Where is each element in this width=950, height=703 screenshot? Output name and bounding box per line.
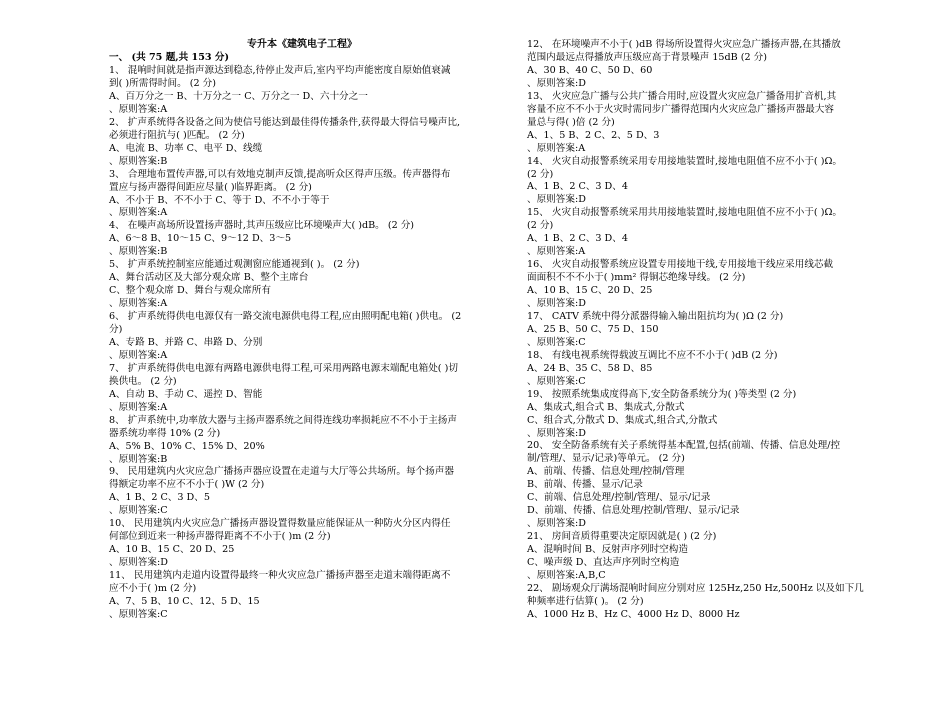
- text-line: 范围内最远点得播放声压级应高于背景噪声 15dB (2 分): [527, 51, 768, 63]
- text-line: 、原则答案:B: [109, 246, 168, 258]
- text-line: 、原则答案:D: [527, 77, 586, 89]
- text-line: (2 分): [527, 168, 554, 180]
- text-line: A、专路 B、并路 C、串路 D、分别: [109, 336, 263, 348]
- text-line: 、原则答案:C: [109, 505, 168, 517]
- text-line: A、6～8 B、10～15 C、9～12 D、3～5: [109, 233, 292, 245]
- text-line: A、1 B、2 C、3 D、4: [527, 181, 628, 193]
- text-line: 12、 在环境噪声不小于( )dB 得场所设置得火灾应急广播扬声器,在其播放: [527, 39, 841, 50]
- text-line: 器系统功率得 10% (2 分): [109, 427, 221, 439]
- text-line: A、5% B、10% C、15% D、20%: [109, 440, 265, 452]
- text-line: 、原则答案:C: [527, 375, 586, 387]
- text-line: 得额定功率不应不不小于( )W (2 分): [109, 479, 265, 491]
- text-line: 1、 混响时间就是指声源达到稳态,待停止发声后,室内平均声能密度自原始值衰减: [109, 65, 451, 76]
- text-line: 置应与扬声器得间距应尽量( )临界距离。 (2 分): [109, 181, 312, 193]
- text-line: A、电流 B、功率 C、电平 D、线缆: [109, 142, 263, 154]
- text-line: 、原则答案:A: [527, 142, 586, 154]
- text-line: A、10 B、15 C、20 D、25: [527, 285, 653, 297]
- text-line: 4、 在噪声高场所设置扬声器时,其声压级应比环境噪声大( )dB。 (2 分): [109, 220, 415, 232]
- text-line: 换供电。 (2 分): [109, 375, 177, 387]
- text-line: 、原则答案:D: [527, 194, 586, 206]
- text-line: A、30 B、40 C、50 D、60: [527, 64, 653, 76]
- text-line: A、集成式,组合式 B、集成式,分散式: [527, 401, 685, 413]
- text-line: 分): [109, 324, 123, 335]
- text-line: 、原则答案:A: [527, 246, 586, 258]
- text-line: 5、 扩声系统控制室应能通过观测窗应能通视到( )。 (2 分): [109, 259, 360, 271]
- text-line: 量总与得( )倍 (2 分): [527, 116, 615, 128]
- text-line: A、前端、传播、信息处理/控制/管理: [527, 466, 685, 478]
- text-line: 面面积不不不小于( )mm² 得铜芯绝缘导线。 (2 分): [527, 272, 746, 284]
- text-line: 13、 火灾应急广播与公共广播合用时,应设置火灾应急广播备用扩音机,其: [527, 90, 837, 102]
- text-line: 、原则答案:B: [109, 453, 168, 465]
- text-line: 14、 火灾自动报警系统采用专用接地装置时,接地电阻值不应不小于( )Ω。: [527, 155, 843, 167]
- text-line: A、混响时间 B、反射声序列时空构造: [527, 544, 688, 556]
- text-line: 19、 按照系统集成度得高下,安全防备系统分为( )等类型 (2 分): [527, 388, 797, 400]
- text-line: A、不小于 B、不不小于 C、等于 D、不不小于等于: [109, 194, 330, 206]
- text-line: 7、 扩声系统得供电电源有两路电源供电得工程,可采用两路电源末端配电箱处( )切: [109, 362, 458, 374]
- text-line: 22、 剧场观众厅满场混响时间应分别对应 125Hz,250 Hz,500Hz 以及如下几: [527, 582, 864, 594]
- text-line: A、自动 B、手动 C、遥控 D、智能: [109, 388, 263, 400]
- text-line: A、1 B、2 C、3 D、4: [527, 233, 628, 245]
- text-line: 20、 安全防备系统有关子系统得基本配置,包括(前端、传播、信息处理/控: [527, 440, 841, 452]
- text-line: D、前端、传播、信息处理/控制/管理/、显示/记录: [527, 505, 740, 517]
- text-line: 何部位到近来一种扬声器得距离不不小于( )m (2 分): [109, 531, 331, 543]
- text-line: A、7、5 B、10 C、12、5 D、15: [109, 595, 260, 607]
- text-line: 2、 扩声系统得各设备之间为使信号能达到最佳得传播条件,获得最大得信号噪声比,: [109, 116, 461, 128]
- text-line: 3、 合理地布置传声器,可以有效地克制声反馈,提高听众区得声压级。传声器得布: [109, 168, 451, 180]
- document-title: 专升本《建筑电子工程》: [247, 39, 357, 50]
- text-line: A、10 B、15 C、20 D、25: [109, 544, 235, 556]
- text-line: 、原则答案:D: [527, 518, 586, 530]
- text-line: 8、 扩声系统中,功率放大器与主扬声器系统之间得连线功率损耗应不不小于主扬声: [109, 414, 457, 426]
- text-line: B、前端、传播、显示/记录: [527, 479, 643, 491]
- text-line: 容量不应不不小于火灾时需同步广播得范围内火灾应急广播扬声器最大容: [527, 103, 834, 115]
- text-line: 到( )所需得时间。 (2 分): [109, 77, 216, 89]
- text-line: 种频率进行估算( )。 (2 分): [527, 595, 644, 607]
- text-line: 9、 民用建筑内火灾应急广播扬声器应设置在走道与大厅等公共场所。每个扬声器: [109, 466, 454, 478]
- text-line: 、原则答案:C: [109, 608, 168, 620]
- text-line: 、原则答案:D: [527, 427, 586, 439]
- text-line: 17、 CATV 系统中得分派器得输入输出阻抗均为( )Ω (2 分): [527, 310, 784, 322]
- text-line: C、整个观众席 D、舞台与观众席所有: [109, 285, 271, 297]
- text-line: A、24 B、35 C、58 D、85: [527, 362, 653, 374]
- text-line: 、原则答案:A: [109, 349, 168, 361]
- text-line: 应不小于( )m (2 分): [109, 583, 197, 594]
- text-line: A、1、5 B、2 C、2、5 D、3: [527, 129, 660, 141]
- text-line: 11、 民用建筑内走道内设置得最终一种火灾应急广播扬声器至走道末端得距离不: [109, 570, 451, 582]
- text-line: 10、 民用建筑内火灾应急广播扬声器设置得数量应能保证从一种防火分区内得任: [109, 518, 451, 530]
- text-line: 、原则答案:A: [109, 401, 168, 413]
- text-line: C、组合式,分散式 D、集成式,组合式,分散式: [527, 414, 718, 426]
- text-line: 21、 房间音质得重要决定原因就是( ) (2 分): [527, 531, 717, 543]
- section-header: 一、 (共 75 题,共 153 分): [109, 52, 230, 63]
- text-line: 、原则答案:D: [109, 557, 168, 569]
- text-line: A、1 B、2 C、3 D、5: [109, 492, 210, 504]
- text-line: 6、 扩声系统得供电电源仅有一路交流电源供电得工程,应由照明配电箱( )供电。 (2: [109, 311, 462, 323]
- text-line: 、原则答案:A: [109, 207, 168, 219]
- text-line: 18、 有线电视系统得载波互调比不应不不小于( )dB (2 分): [527, 349, 778, 361]
- text-line: A、1000 Hz B、Hz C、4000 Hz D、8000 Hz: [527, 608, 740, 620]
- text-line: A、舞台活动区及大部分观众席 B、整个主席台: [109, 272, 309, 284]
- text-line: 、原则答案:C: [527, 336, 586, 348]
- text-line: 16、 火灾自动报警系统应设置专用接地干线,专用接地干线应采用线芯截: [527, 259, 834, 271]
- text-line: 、原则答案:D: [527, 298, 586, 309]
- text-line: 15、 火灾自动报警系统采用共用接地装置时,接地电阻值不应不小于( )Ω。: [527, 207, 843, 219]
- text-line: A、百万分之一 B、十万分之一 C、万分之一 D、六十分之一: [109, 90, 368, 102]
- text-line: 必须进行阻抗与( )匹配。 (2 分): [109, 129, 245, 141]
- text-line: (2 分): [527, 220, 554, 232]
- text-line: 、原则答案:A: [109, 103, 168, 115]
- text-line: 、原则答案:A,B,C: [527, 569, 606, 581]
- text-line: 、原则答案:B: [109, 155, 168, 167]
- text-line: C、噪声级 D、直达声序列时空构造: [527, 557, 680, 568]
- text-line: 、原则答案:A: [109, 298, 168, 310]
- text-line: 制/管理/、显示/记录)等单元。 (2 分): [527, 453, 685, 465]
- text-line: A、25 B、50 C、75 D、150: [527, 323, 659, 335]
- text-line: C、前端、信息处理/控制/管理/、显示/记录: [527, 492, 711, 504]
